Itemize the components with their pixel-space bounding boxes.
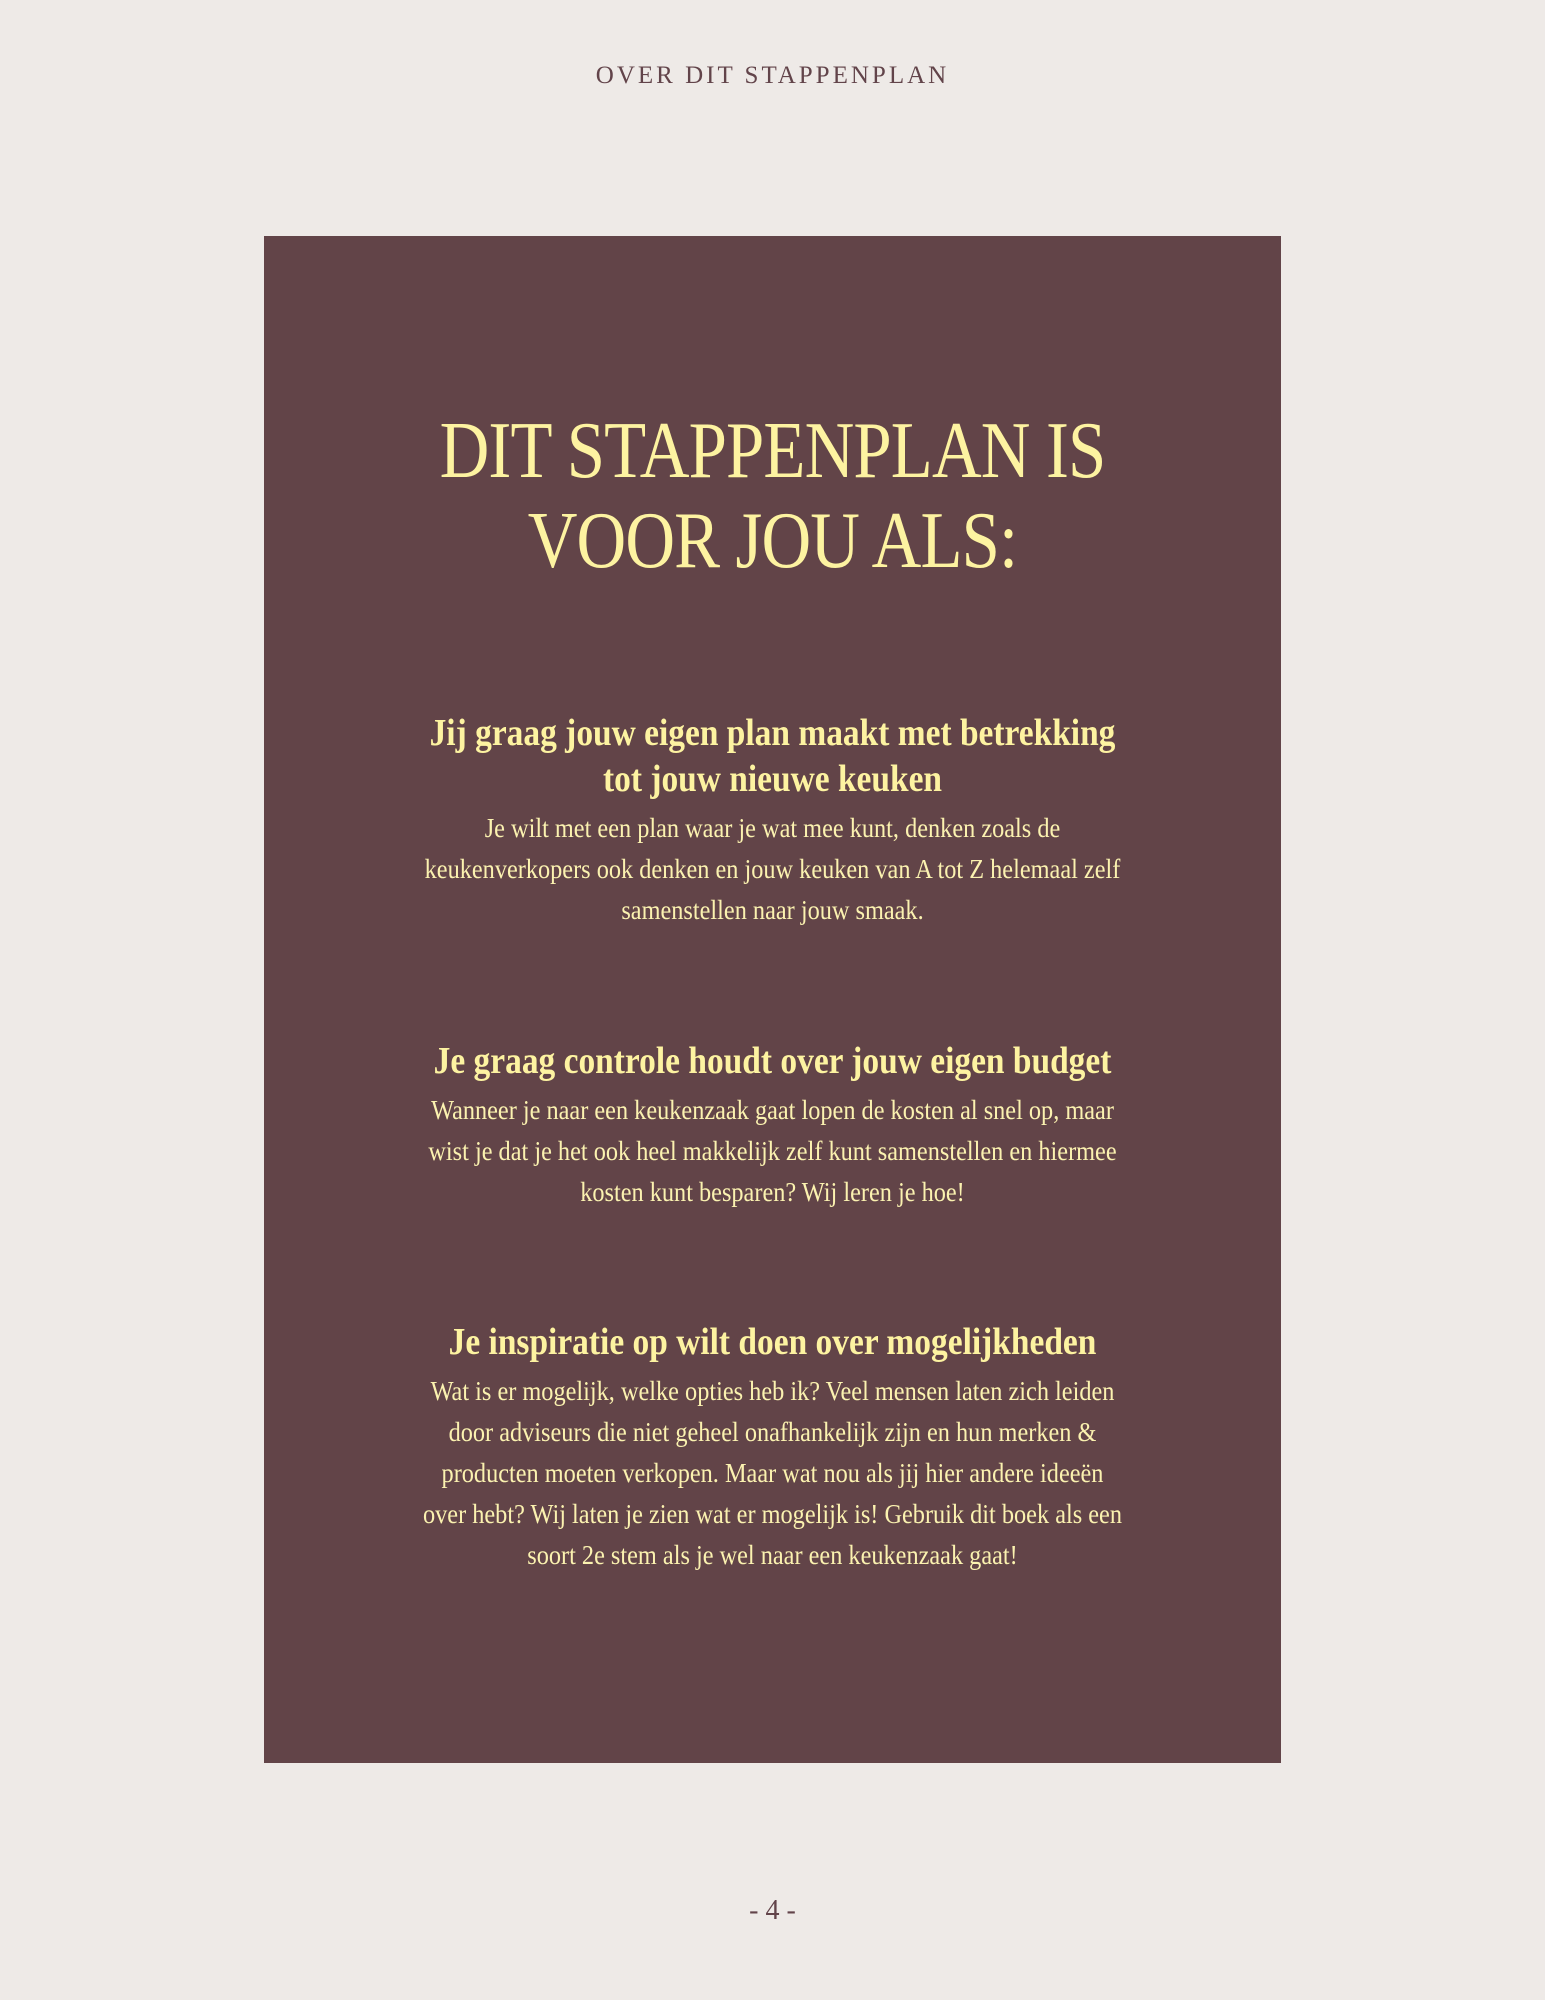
section-inspiration	[364, 1319, 1181, 1576]
panel-title	[335, 406, 1210, 586]
section-body-line: Wanneer je naar een keukenzaak gaat lopen de kosten al snel op, maar	[431, 1095, 1114, 1125]
section-body-line: producten moeten verkopen. Maar wat nou als jij hier andere ideeën	[441, 1458, 1104, 1488]
section-body-line: kosten kunt besparen? Wij leren je hoe!	[580, 1177, 965, 1207]
content-panel	[264, 236, 1281, 1763]
section-budget	[364, 1038, 1181, 1213]
section-heading	[413, 1319, 1132, 1365]
section-heading	[413, 710, 1132, 802]
section-body-line: soort 2e stem als je wel naar een keukenzaak gaat!	[527, 1540, 1018, 1570]
section-heading-line: Jij graag jouw eigen plan maakt met betrekking	[429, 712, 1116, 754]
section-body-line: samenstellen naar jouw smaak.	[621, 895, 924, 925]
section-heading-line: tot jouw nieuwe keuken	[602, 758, 943, 800]
section-heading	[413, 1038, 1132, 1084]
section-body-line: door adviseurs die niet geheel onafhankelijk zijn en hun merken &	[448, 1417, 1097, 1447]
page-header: OVER DIT STAPPENPLAN	[595, 62, 950, 89]
page-number: - 4 -	[749, 1895, 796, 1926]
section-body-line: Je wilt met een plan waar je wat mee kunt, denken zoals de	[484, 813, 1061, 843]
section-body	[405, 808, 1140, 931]
section-heading-line: Je inspiratie op wilt doen over mogelijkheden	[448, 1321, 1097, 1363]
section-body-line: wist je dat je het ook heel makkelijk zelf kunt samenstellen en hiermee	[428, 1136, 1117, 1166]
panel-title-line-1: DIT STAPPENPLAN IS	[439, 407, 1106, 495]
section-body-line: keukenverkopers ook denken en jouw keuken van A tot Z helemaal zelf	[424, 854, 1121, 884]
section-body-line: Wat is er mogelijk, welke opties heb ik? Veel mensen laten zich leiden	[430, 1376, 1115, 1406]
section-own-plan	[364, 710, 1181, 931]
section-body	[405, 1371, 1140, 1576]
section-heading-line: Je graag controle houdt over jouw eigen budget	[433, 1040, 1112, 1082]
section-body-line: over hebt? Wij laten je zien wat er mogelijk is! Gebruik dit boek als een	[422, 1499, 1122, 1529]
panel-title-line-2: VOOR JOU ALS:	[527, 497, 1018, 585]
section-body	[405, 1090, 1140, 1213]
